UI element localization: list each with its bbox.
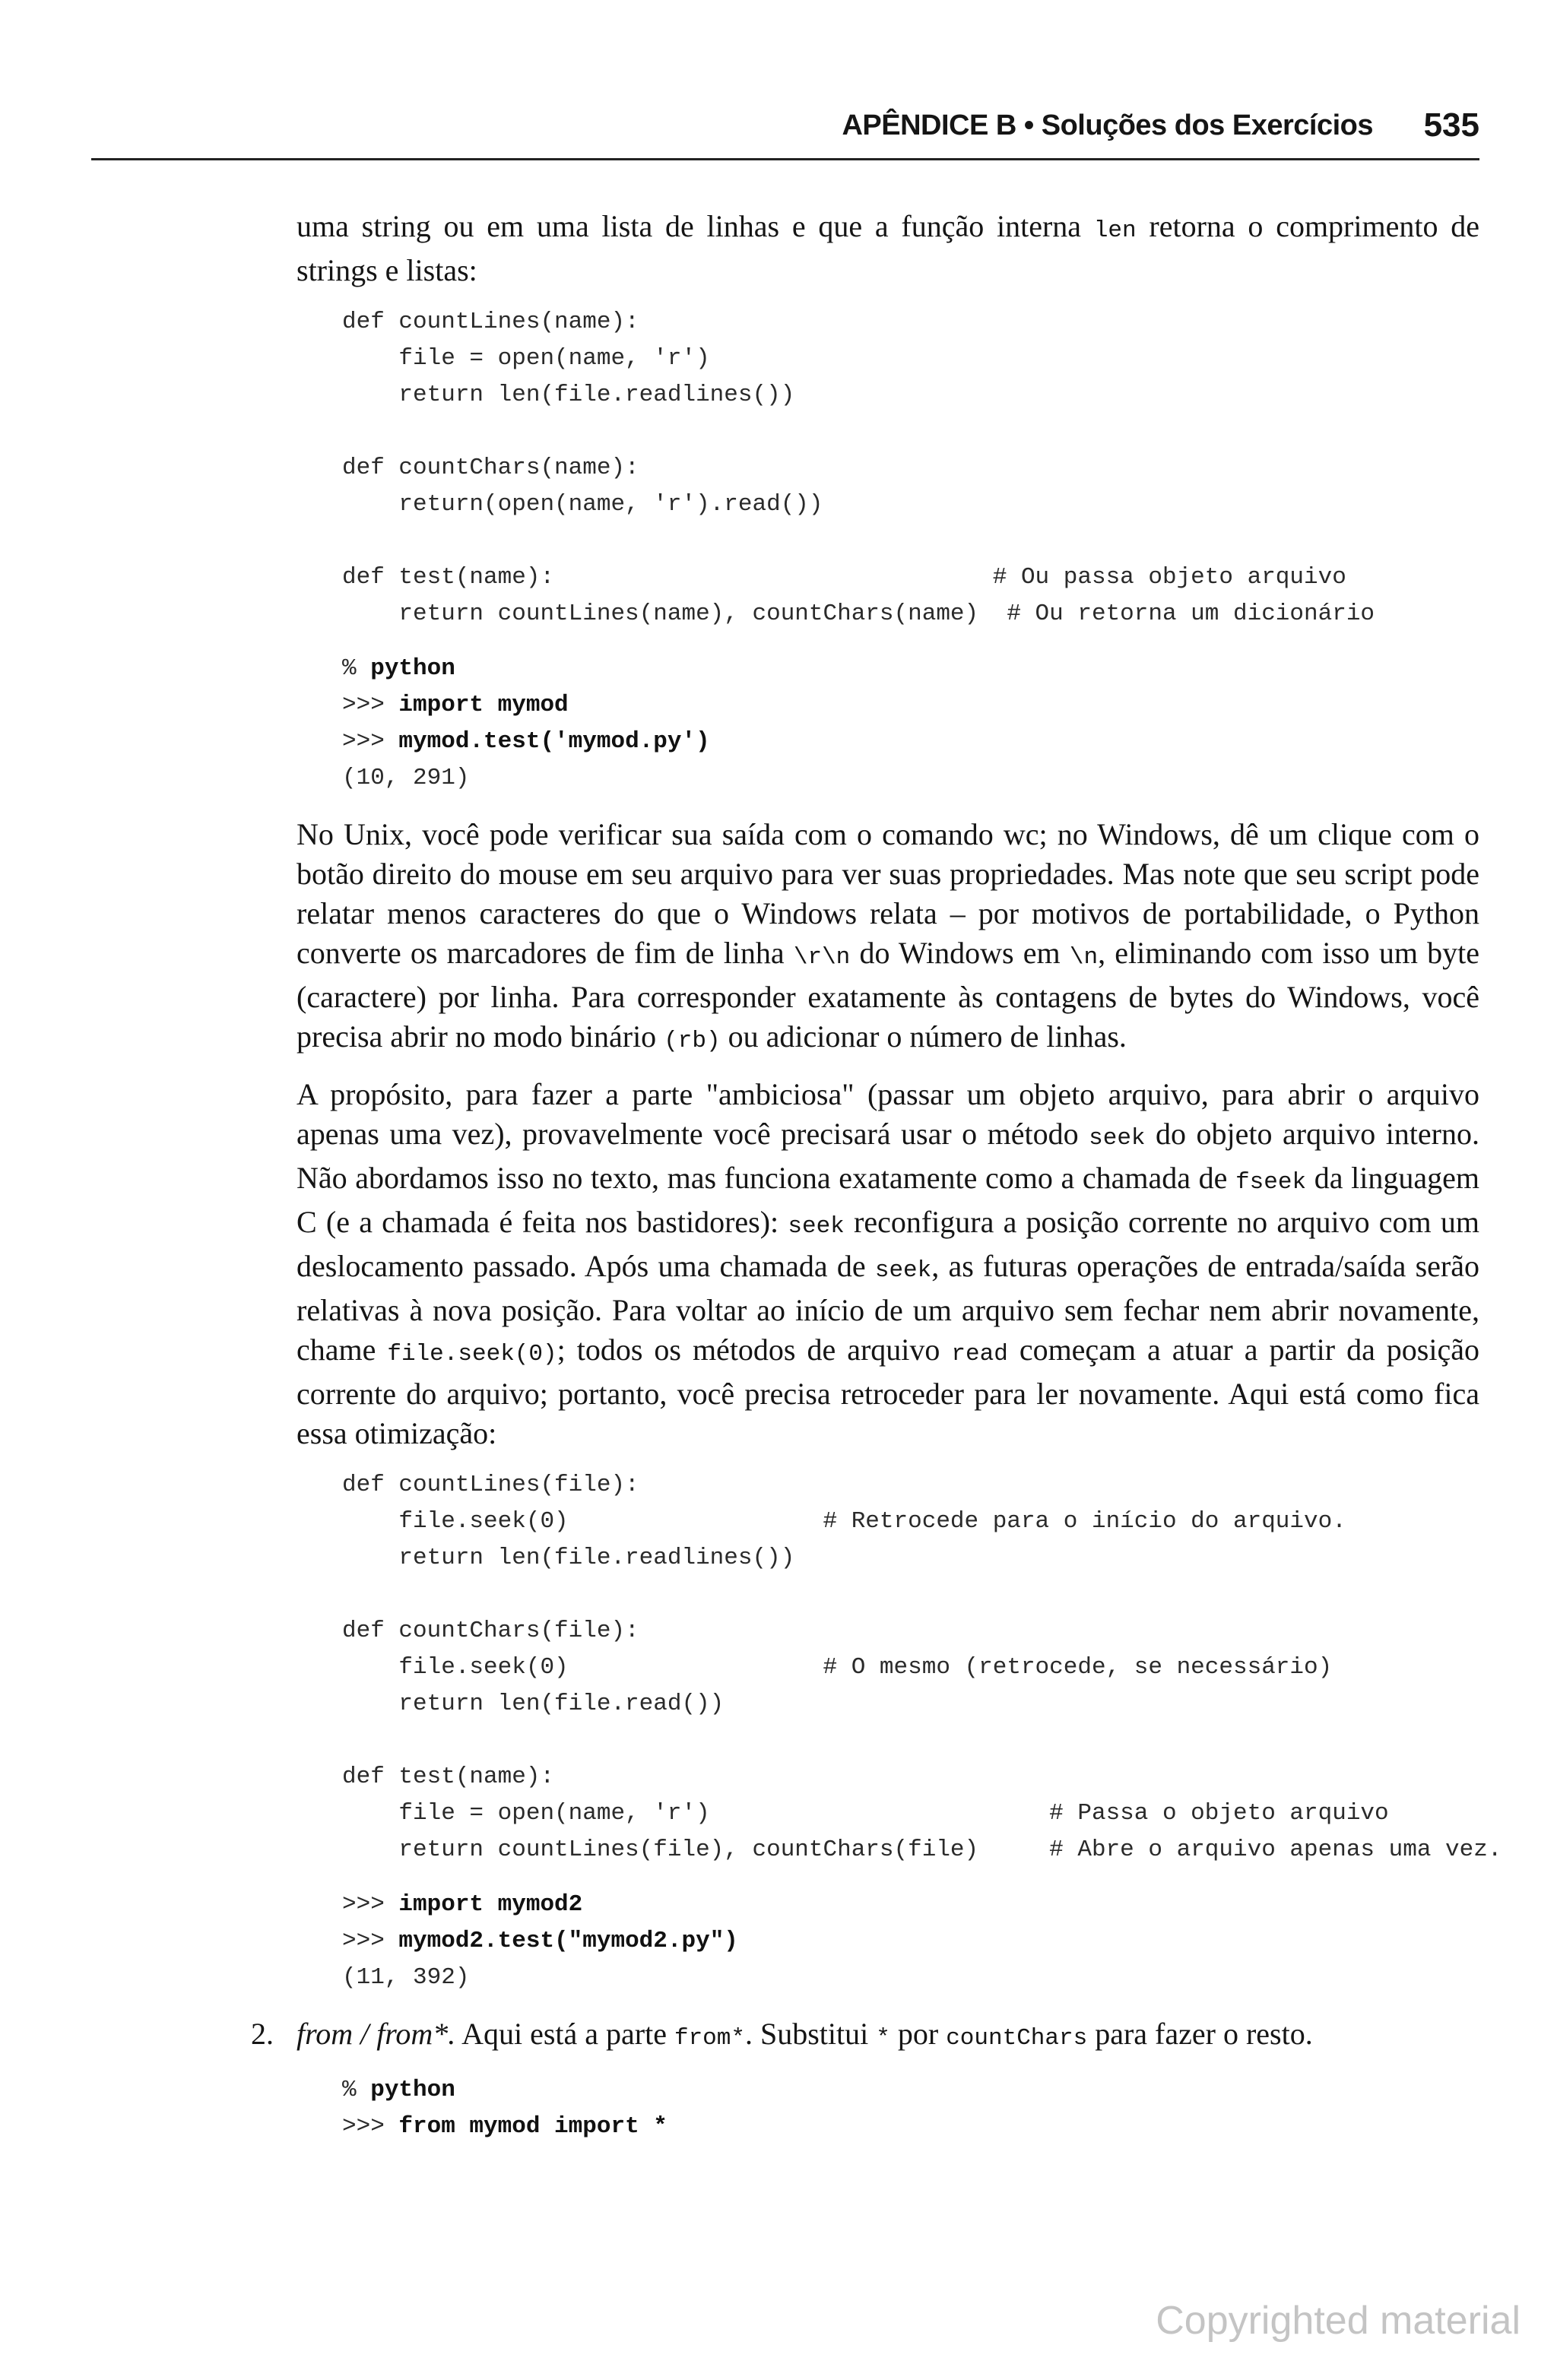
inline-code: seek [874, 1257, 932, 1284]
text-run: uma string ou em uma lista de linhas e que a função interna [296, 209, 1094, 243]
text-run: começam a atuar a partir da posição corrente do arquivo; portanto, você precisa retroceder para ler novamente. Aqui está como fica essa otimização: [296, 1333, 1479, 1450]
python-command: from mymod import * [398, 2113, 668, 2140]
inline-code: fseek [1235, 1169, 1307, 1196]
shell-prompt: % [342, 655, 371, 682]
item-title: from / from*. [296, 2017, 456, 2051]
inline-code: seek [1089, 1125, 1146, 1152]
inline-code: * [876, 2025, 890, 2052]
text-run: . Substitui [744, 2017, 877, 2051]
inline-code: len [1093, 217, 1137, 244]
python-output: (11, 392) [342, 1964, 470, 1991]
text-run: ; todos os métodos de arquivo [557, 1333, 952, 1367]
shell-command: python [370, 2077, 455, 2103]
text-run: , eliminando com isso um byte (caractere) por linha. Para corresponder exatamente às contagens de bytes do Windows, você precisa abrir no modo binário [296, 936, 1479, 1054]
text-run: ou adicionar o número de linhas. [720, 1019, 1127, 1054]
text-run: , as futuras operações de entrada/saída serão relativas à nova posição. Para voltar ao início de um arquivo sem fechar nem abrir novamente, chame [296, 1249, 1479, 1367]
code-block-count-functions: def countLines(name): file = open(name, 'r') return len(file.readlines()) def countChars(name): return(open(name, 'r').read()) def test(name): # Ou passa objeto arquivo return countLines(name), countChars(name) # Ou retorna um dicionário [342, 309, 1375, 627]
shell-command: python [370, 655, 455, 682]
text-run: por [889, 2017, 947, 2051]
code-block-session-2 [342, 1887, 1479, 1996]
page-body [251, 207, 1502, 2163]
running-header [91, 106, 1479, 160]
python-prompt: >>> [342, 1891, 399, 1918]
inline-code: countChars [946, 2025, 1088, 2052]
python-command: mymod2.test("mymod2.py") [398, 1928, 738, 1954]
text-run: Aqui está a parte [455, 2017, 674, 2051]
item-2-text [296, 2014, 1479, 2058]
inline-code: (rb) [664, 1028, 721, 1054]
python-output: (10, 291) [342, 765, 470, 791]
page-number: 535 [1423, 106, 1479, 144]
exercise-item-2 [251, 2014, 1479, 2058]
python-prompt: >>> [342, 728, 399, 755]
python-command: import mymod [398, 692, 569, 718]
item-number: 2. [251, 2017, 274, 2051]
copyright-watermark: Copyrighted material [1156, 2299, 1521, 2343]
shell-prompt: % [342, 2077, 371, 2103]
python-prompt: >>> [342, 2113, 399, 2140]
code-block-session-1 [342, 651, 1479, 797]
paragraph-unix-windows [296, 815, 1479, 1061]
chapter-title: APÊNDICE B • Soluções dos Exercícios [842, 109, 1373, 141]
text-run: da linguagem C (e a chamada é feita nos bastidores): [296, 1161, 1479, 1239]
inline-code: \n [1069, 944, 1099, 971]
paragraph-seek [296, 1075, 1479, 1453]
text-run: A propósito, para fazer a parte "ambiciosa" (passar um objeto arquivo, para abrir o arquivo apenas uma vez), provavelmente você precisará usar o método [296, 1077, 1479, 1151]
python-command: import mymod2 [398, 1891, 583, 1918]
python-prompt: >>> [342, 1928, 399, 1954]
text-run: para fazer o resto. [1087, 2017, 1313, 2051]
inline-code: file.seek(0) [387, 1341, 557, 1367]
text-run: do Windows em [850, 936, 1070, 970]
inline-code: seek [788, 1213, 845, 1240]
python-command: mymod.test('mymod.py') [398, 728, 710, 755]
paragraph-intro [296, 207, 1479, 290]
inline-code: \r\n [793, 944, 851, 971]
inline-code: from* [674, 2025, 745, 2052]
text-run: No Unix, você pode verificar sua saída com o comando wc; no Windows, dê um clique com o botão direito do mouse em seu arquivo para ver suas propriedades. Mas note que seu script pode relatar menos caracteres do que o Windows relata – por motivos de portabilidade, o Python converte os marcadores de fim de linha [296, 817, 1479, 970]
text-run: retorna o comprimento de strings e listas: [296, 209, 1479, 287]
text-run: do objeto arquivo interno. Não abordamos isso no texto, mas funciona exatamente como a chamada de [296, 1117, 1479, 1195]
code-block-session-3 [342, 2072, 1479, 2145]
python-prompt: >>> [342, 692, 399, 718]
code-block-seek-functions: def countLines(file): file.seek(0) # Retrocede para o início do arquivo. return len(file.readlines()) def countChars(file): file.seek(0) # O mesmo (retrocede, se necessário) return len(file.read()) def test(name): file = open(name, 'r') # Passa o objeto arquivo return countLines(file), countChars(file) # Abre o arquivo apenas uma vez. [342, 1472, 1502, 1863]
text-run: reconfigura a posição corrente no arquivo com um deslocamento passado. Após uma chamada de [296, 1205, 1479, 1283]
inline-code: read [951, 1341, 1008, 1367]
